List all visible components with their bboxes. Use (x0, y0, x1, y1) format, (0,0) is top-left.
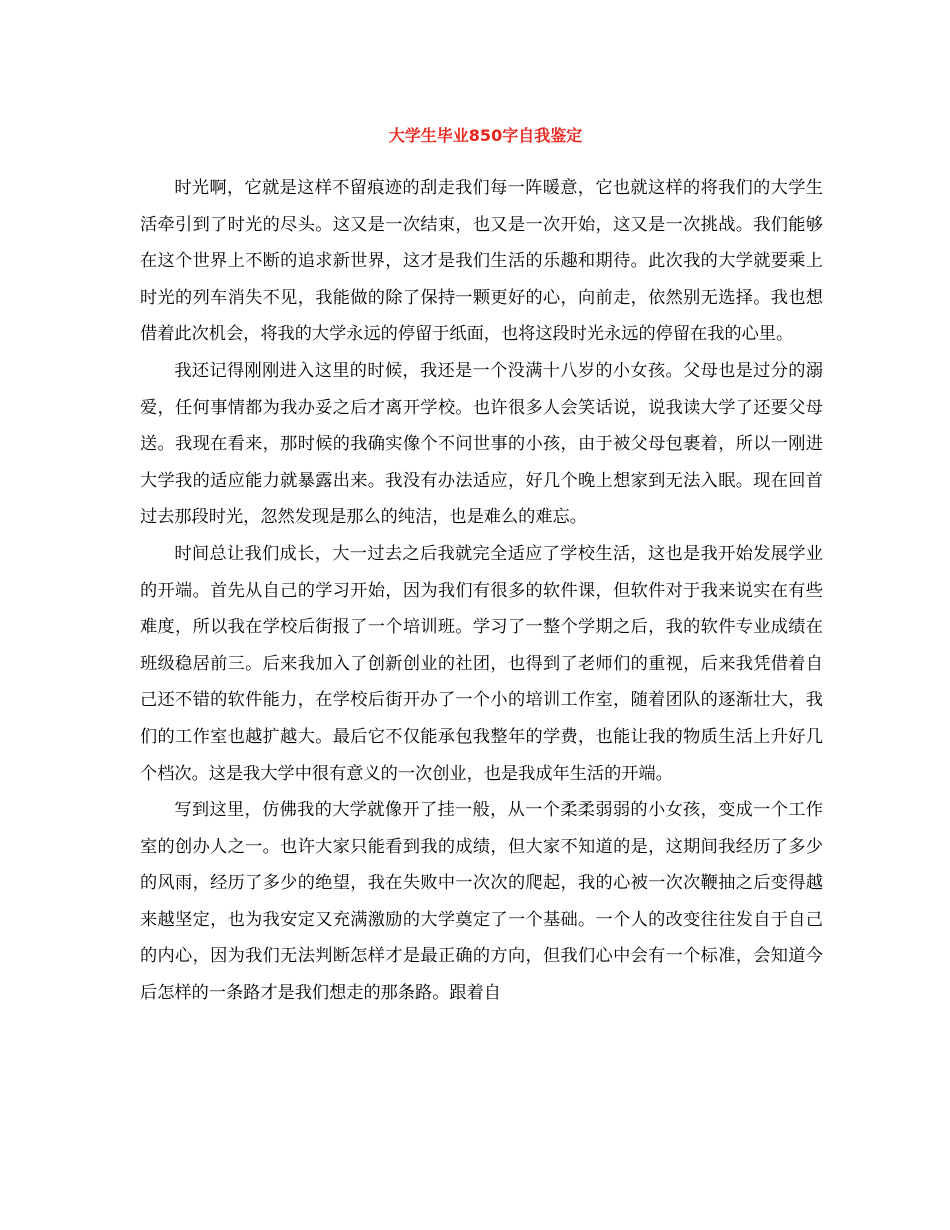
paragraph-4: 写到这里，仿佛我的大学就像开了挂一般，从一个柔柔弱弱的小女孩，变成一个工作室的创办人之一。也许大家只能看到我的成绩，但大家不知道的是，这期间我经历了多少的风雨，经历了多少的绝望，我在失败中一次次的爬起，我的心被一次次鞭抽之后变得越来越坚定，也为我安定又充满激励的大学奠定了一个基础。一个人的改变往往发自于自己的内心，因为我们无法判断怎样才是最正确的方向，但我们心中会有一个标准，会知道今后怎样的一条路才是我们想走的那条路。跟着自 (140, 800, 823, 1004)
document-title: 大学生毕业850字自我鉴定 (388, 126, 583, 145)
document-body (140, 170, 823, 1012)
paragraph-1: 时光啊，它就是这样不留痕迹的刮走我们每一阵暖意，它也就这样的将我们的大学生活牵引到了时光的尽头。这又是一次结束，也又是一次开始，这又是一次挑战。我们能够在这个世界上不断的追求新世界，这才是我们生活的乐趣和期待。此次我的大学就要乘上时光的列车消失不见，我能做的除了保持一颗更好的心，向前走，依然别无选择。我也想借着此次机会，将我的大学永远的停留于纸面，也将这段时光永远的停留在我的心里。 (140, 178, 823, 345)
paragraph-2: 我还记得刚刚进入这里的时候，我还是一个没满十八岁的小女孩。父母也是过分的溺爱，任何事情都为我办妥之后才离开学校。也许很多人会笑话说，说我读大学了还要父母送。我现在看来，那时候的我确实像个不问世事的小孩，由于被父母包裹着，所以一刚进大学我的适应能力就暴露出来。我没有办法适应，好几个晚上想家到无法入眠。现在回首过去那段时光，忽然发现是那么的纯洁，也是难么的难忘。 (140, 360, 823, 528)
paragraph-3: 时间总让我们成长，大一过去之后我就完全适应了学校生活，这也是我开始发展学业的开端。首先从自己的学习开始，因为我们有很多的软件课，但软件对于我来说实在有些难度，所以我在学校后街报了一个培训班。学习了一整个学期之后，我的软件专业成绩在班级稳居前三。后来我加入了创新创业的社团，也得到了老师们的重视，后来我凭借着自己还不错的软件能力，在学校后街开办了一个小的培训工作室，随着团队的逐渐壮大，我们的工作室也越扩越大。最后它不仅能承包我整年的学费，也能让我的物质生活上升好几个档次。这是我大学中很有意义的一次创业，也是我成年生活的开端。 (140, 543, 823, 784)
